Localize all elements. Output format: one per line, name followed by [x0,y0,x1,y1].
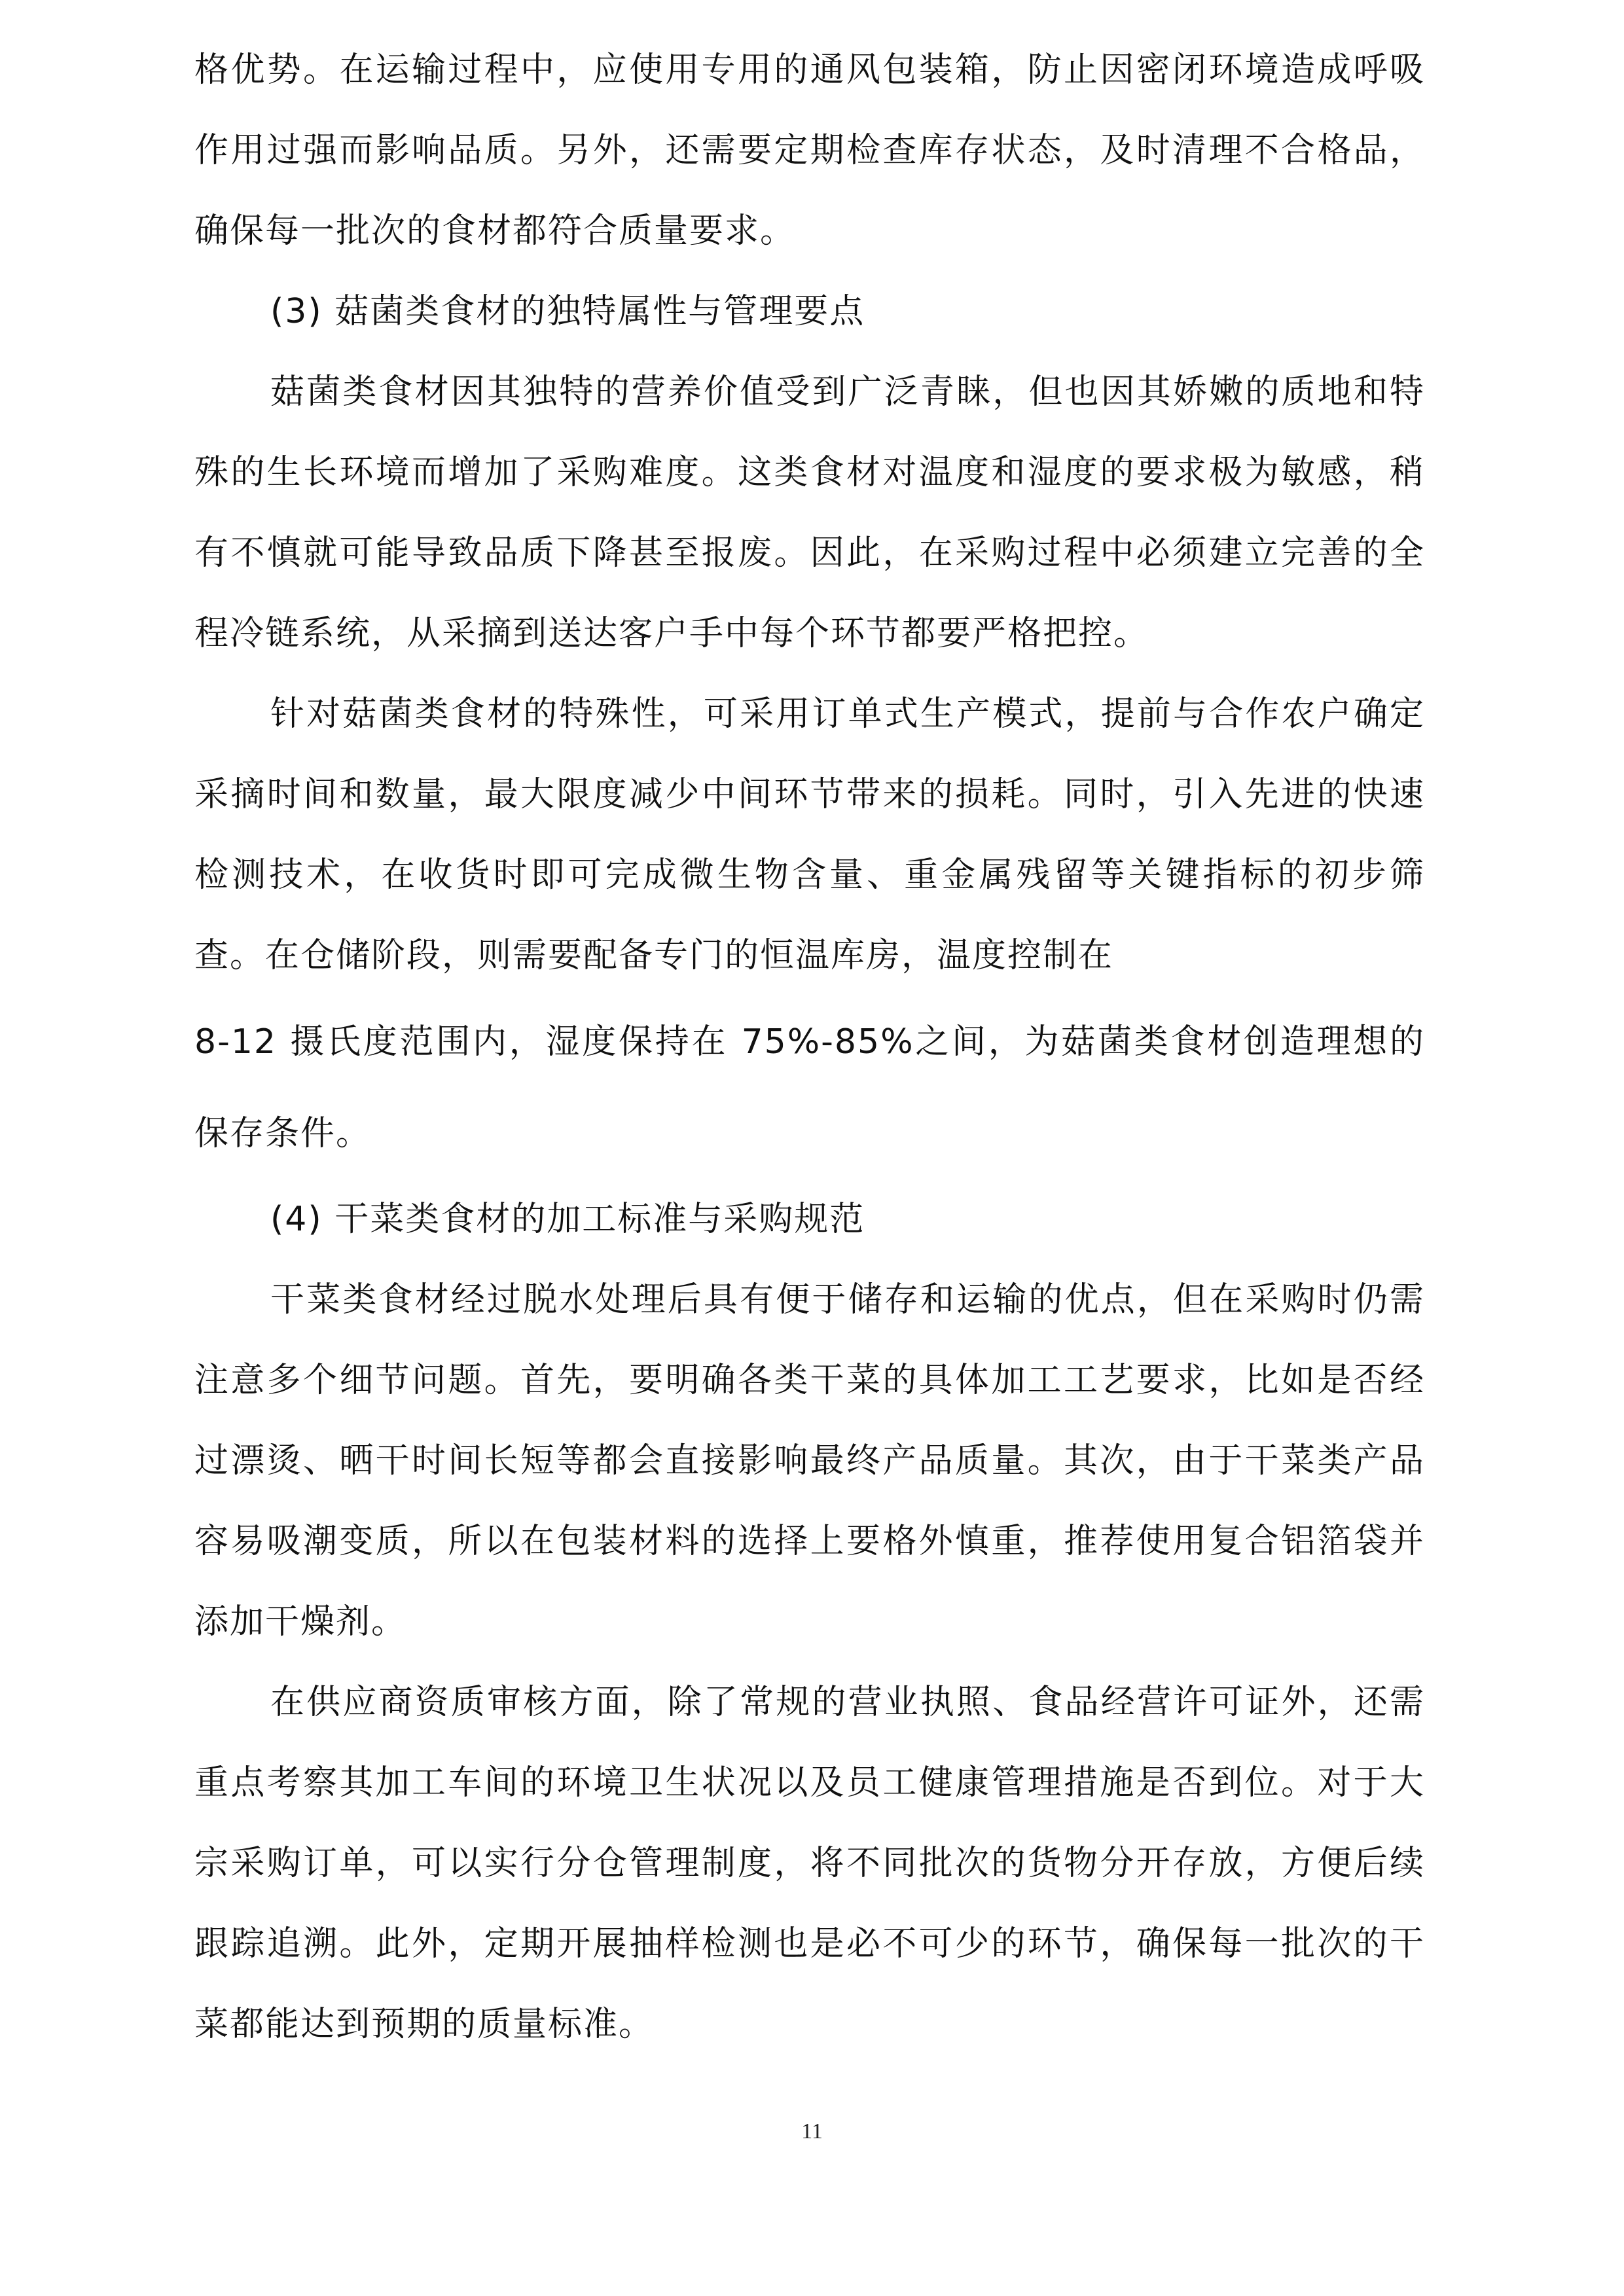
paragraph-continuation: 格优势。在运输过程中，应使用专用的通风包装箱，防止因密闭环境造成呼吸作用过强而影响品质。另外，还需要定期检查库存状态，及时清理不合格品，确保每一批次的食材都符合质量要求。 [194,50,1425,251]
section-heading-3: (3) 菇菌类食材的独特属性与管理要点 [270,292,865,331]
paragraph: 在供应商资质审核方面，除了常规的营业执照、食品经营许可证外，还需重点考察其加工车间的环境卫生状况以及员工健康管理措施是否到位。对于大宗采购订单，可以实行分仓管理制度，将不同批次的货物分开存放，方便后续跟踪追溯。此外，定期开展抽样检测也是必不可少的环节，确保每一批次的干菜都能达到预期的质量标准。 [194,1683,1425,2044]
page-number: 11 [801,2119,823,2144]
paragraph: 干菜类食材经过脱水处理后具有便于储存和运输的优点，但在采购时仍需注意多个细节问题。首先，要明确各类干菜的具体加工工艺要求，比如是否经过漂烫、晒干时间长短等都会直接影响最终产品质量。其次，由于干菜类产品容易吸潮变质，所以在包装材料的选择上要格外慎重，推荐使用复合铝箔袋并添加干燥剂。 [194,1280,1425,1641]
body-text [194,30,1425,2065]
paragraph-continuation: 8-12 摄氏度范围内，湿度保持在 75%-85%之间，为菇菌类食材创造理想的保存条件。 [194,1022,1425,1153]
section-heading-4: (4) 干菜类食材的加工标准与采购规范 [270,1200,865,1239]
paragraph: 针对菇菌类食材的特殊性，可采用订单式生产模式，提前与合作农户确定采摘时间和数量，最大限度减少中间环节带来的损耗。同时，引入先进的快速检测技术，在收货时即可完成微生物含量、重金属残留等关键指标的初步筛查。在仓储阶段，则需要配备专门的恒温库房，温度控制在 [194,694,1425,975]
paragraph: 菇菌类食材因其独特的营养价值受到广泛青睐，但也因其娇嫩的质地和特殊的生长环境而增加了采购难度。这类食材对温度和湿度的要求极为敏感，稍有不慎就可能导致品质下降甚至报废。因此，在采购过程中必须建立完善的全程冷链系统，从采摘到送达客户手中每个环节都要严格把控。 [194,372,1425,653]
